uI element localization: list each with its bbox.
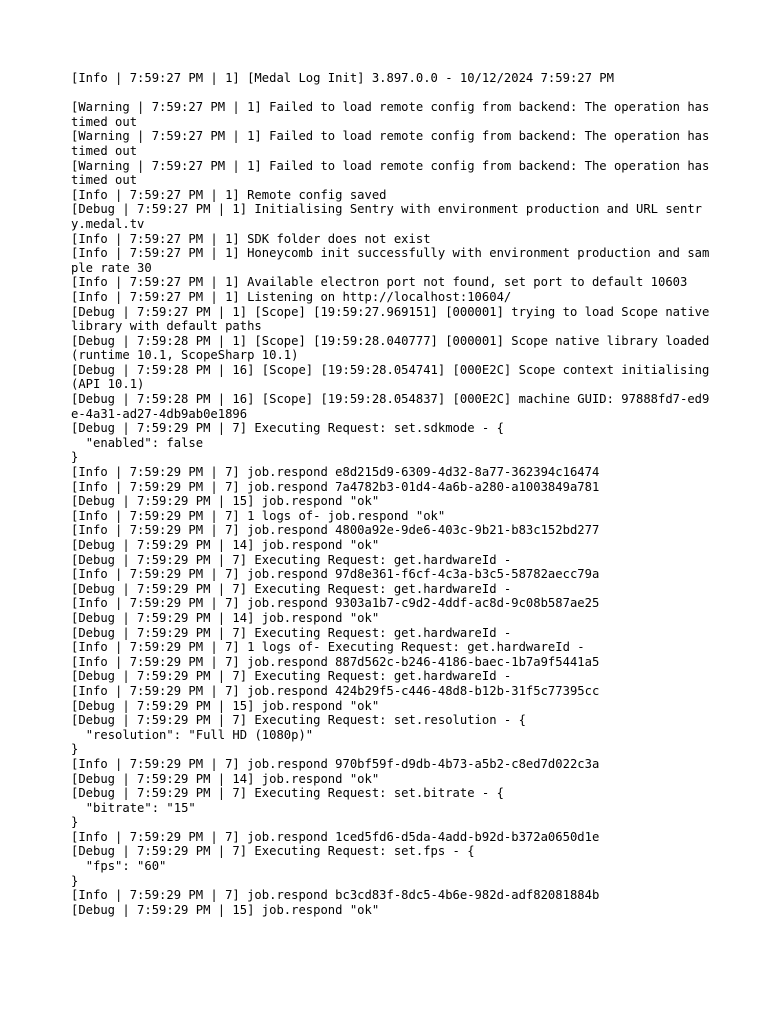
log-line: [Debug | 7:59:29 PM | 14] job.respond "ok" <box>71 771 380 786</box>
log-line: [Debug | 7:59:28 PM | 1] [Scope] [19:59:28.040777] [000001] Scope native library loaded (runtime 10.1, ScopeSharp 10.1) <box>71 333 717 363</box>
log-line: [Warning | 7:59:27 PM | 1] Failed to load remote config from backend: The operation has timed out <box>71 158 717 188</box>
log-line: "resolution": "Full HD (1080p)" <box>71 727 314 742</box>
log-line: [Debug | 7:59:27 PM | 1] [Scope] [19:59:27.969151] [000001] trying to load Scope native library with default paths <box>71 304 717 334</box>
log-line: [Info | 7:59:29 PM | 7] job.respond 887d562c-b246-4186-baec-1b7a9f5441a5 <box>71 654 600 669</box>
log-line: [Debug | 7:59:29 PM | 15] job.respond "ok" <box>71 902 380 917</box>
log-line: [Info | 7:59:29 PM | 7] job.respond e8d215d9-6309-4d32-8a77-362394c16474 <box>71 465 600 480</box>
log-line: [Debug | 7:59:29 PM | 7] Executing Request: get.hardwareId - <box>71 669 512 684</box>
log-line: [Debug | 7:59:29 PM | 7] Executing Request: set.fps - { <box>71 844 475 859</box>
log-line: "enabled": false <box>71 435 204 450</box>
log-line: [Info | 7:59:29 PM | 7] job.respond 970bf59f-d9db-4b73-a5b2-c8ed7d022c3a <box>71 756 600 771</box>
log-line: "bitrate": "15" <box>71 800 196 815</box>
log-line: [Debug | 7:59:29 PM | 7] Executing Request: get.hardwareId - <box>71 552 512 567</box>
log-line: [Info | 7:59:27 PM | 1] Remote config saved <box>71 187 387 202</box>
log-line: [Debug | 7:59:29 PM | 7] Executing Request: set.bitrate - { <box>71 786 504 801</box>
log-line: [Info | 7:59:29 PM | 7] 1 logs of- Executing Request: get.hardwareId - <box>71 640 585 655</box>
log-line: } <box>71 450 79 465</box>
log-line: [Debug | 7:59:28 PM | 16] [Scope] [19:59:28.054741] [000E2C] Scope context initialising (API 10.1) <box>71 362 717 392</box>
log-line: } <box>71 815 79 830</box>
log-line: [Info | 7:59:27 PM | 1] Listening on http://localhost:10604/ <box>71 289 512 304</box>
log-blank-line <box>71 86 711 101</box>
log-line: [Warning | 7:59:27 PM | 1] Failed to load remote config from backend: The operation has timed out <box>71 129 717 158</box>
log-line: [Warning | 7:59:27 PM | 1] Failed to load remote config from backend: The operation has timed out <box>71 100 717 129</box>
log-document <box>71 71 717 917</box>
log-line: [Debug | 7:59:29 PM | 14] job.respond "ok" <box>71 538 380 552</box>
log-line: [Debug | 7:59:29 PM | 7] Executing Request: set.sdkmode - { <box>71 421 504 436</box>
log-line: [Debug | 7:59:29 PM | 14] job.respond "ok" <box>71 610 380 625</box>
log-line: [Info | 7:59:29 PM | 7] job.respond 9303a1b7-c9d2-4ddf-ac8d-9c08b587ae25 <box>71 596 600 611</box>
log-line: [Info | 7:59:27 PM | 1] Available electron port not found, set port to default 10603 <box>71 275 688 290</box>
log-line: [Debug | 7:59:29 PM | 7] Executing Request: get.hardwareId - <box>71 581 512 596</box>
log-line: [Debug | 7:59:29 PM | 7] Executing Request: set.resolution - { <box>71 713 526 728</box>
log-line: [Debug | 7:59:27 PM | 1] Initialising Sentry with environment production and URL sentry.medal.tv <box>71 202 703 231</box>
log-line: [Info | 7:59:29 PM | 7] job.respond 4800a92e-9de6-403c-9b21-b83c152bd277 <box>71 523 600 538</box>
log-line: "fps": "60" <box>71 859 167 874</box>
log-line: [Debug | 7:59:29 PM | 7] Executing Request: get.hardwareId - <box>71 625 512 640</box>
log-line: } <box>71 873 79 888</box>
log-line: [Info | 7:59:29 PM | 7] job.respond 424b29f5-c446-48d8-b12b-31f5c77395cc <box>71 683 600 698</box>
log-line: [Debug | 7:59:29 PM | 15] job.respond "ok" <box>71 494 380 509</box>
log-line: [Info | 7:59:29 PM | 7] job.respond 97d8e361-f6cf-4c3a-b3c5-58782aecc79a <box>71 567 600 582</box>
log-line: [Info | 7:59:29 PM | 7] job.respond 7a4782b3-01d4-4a6b-a280-a1003849a781 <box>71 479 600 494</box>
log-line: [Info | 7:59:27 PM | 1] Honeycomb init successfully with environment production and sample rate 30 <box>71 246 710 275</box>
log-line: [Info | 7:59:27 PM | 1] [Medal Log Init] 3.897.0.0 - 10/12/2024 7:59:27 PM <box>71 71 614 85</box>
log-line: [Info | 7:59:29 PM | 7] job.respond bc3cd83f-8dc5-4b6e-982d-adf82081884b <box>71 888 600 903</box>
log-line: } <box>71 742 79 757</box>
log-line: [Info | 7:59:27 PM | 1] SDK folder does not exist <box>71 231 431 246</box>
log-line: [Info | 7:59:29 PM | 7] job.respond 1ced5fd6-d5da-4add-b92d-b372a0650d1e <box>71 829 600 844</box>
log-line: [Debug | 7:59:29 PM | 15] job.respond "ok" <box>71 698 380 713</box>
log-line: [Debug | 7:59:28 PM | 16] [Scope] [19:59:28.054837] [000E2C] machine GUID: 97888fd7-ed9e-4a31-ad27-4db9ab0e1896 <box>71 392 710 421</box>
log-line: [Info | 7:59:29 PM | 7] 1 logs of- job.respond "ok" <box>71 508 446 523</box>
